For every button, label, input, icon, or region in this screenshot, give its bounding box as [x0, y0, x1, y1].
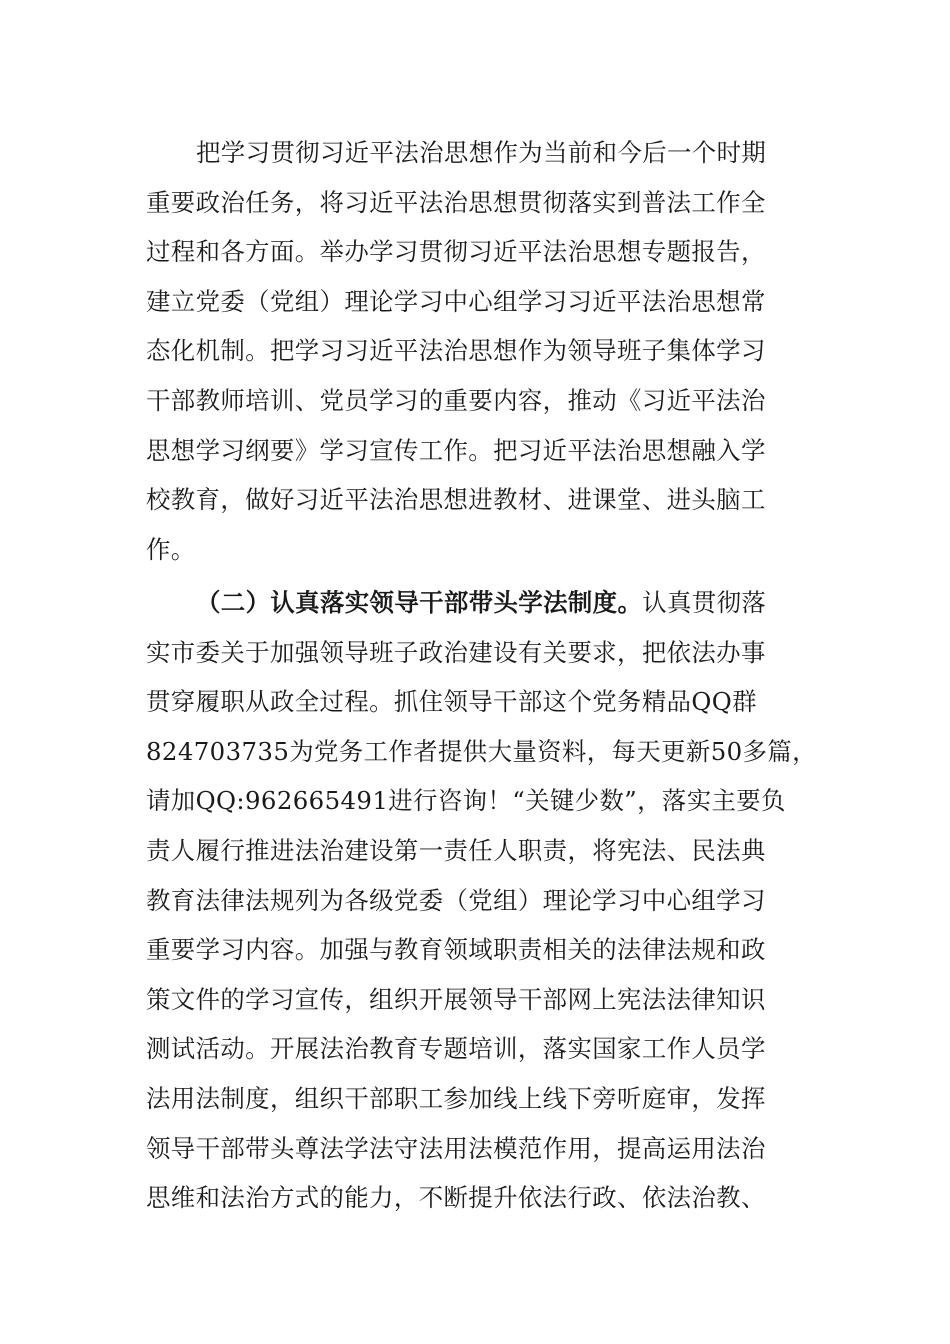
paragraph-first-line: [146, 578, 836, 628]
paragraph-1: [146, 128, 836, 574]
paragraph-line: 法用法制度，组织干部职工参加线上线下旁听庭审，发挥: [146, 1083, 766, 1113]
paragraph-line: 思想学习纲要》学习宣传工作。把习近平法治思想融入学: [146, 435, 766, 465]
paragraph-line: 把学习贯彻习近平法治思想作为当前和今后一个时期: [196, 138, 767, 167]
paragraph-line: 校教育，做好习近平法治思想进教材、进课堂、进头脑工: [146, 485, 766, 515]
paragraph-line: 态化机制。把学习习近平法治思想作为领导班子集体学习: [146, 336, 766, 366]
paragraph-line: 请加QQ:962665491进行咨询！“关键少数”，落实主要负: [146, 786, 786, 816]
paragraph-line: 教育法律法规列为各级党委（党组）理论学习中心组学习: [146, 885, 766, 915]
paragraph-line: 策文件的学习宣传，组织开展领导干部网上宪法法律知识: [146, 984, 766, 1014]
paragraph-line: 重要学习内容。加强与教育领域职责相关的法律法规和政: [146, 935, 766, 965]
paragraph-line: 824703735为党务工作者提供大量资料，每天更新50多篇，: [146, 736, 817, 766]
paragraph-line: 测试活动。开展法治教育专题培训，落实国家工作人员学: [146, 1034, 766, 1064]
heading-line-rest: 认真贯彻落: [642, 588, 767, 617]
section-heading: （二）认真落实领导干部带头学法制度。: [196, 588, 643, 617]
paragraph-2: [146, 578, 836, 1223]
paragraph-line: 干部教师培训、党员学习的重要内容，推动《习近平法治: [146, 385, 766, 415]
paragraph-line: 重要政治任务，将习近平法治思想贯彻落实到普法工作全: [146, 187, 766, 217]
paragraph-line: 思维和法治方式的能力，不断提升依法行政、依法治教、: [146, 1183, 766, 1213]
paragraph-line: 责人履行推进法治建设第一责任人职责，将宪法、民法典: [146, 835, 766, 865]
paragraph-line: 作。: [146, 534, 196, 564]
paragraph-line: 贯穿履职从政全过程。抓住领导干部这个党务精品QQ群: [146, 687, 757, 717]
paragraph-line: 实市委关于加强领导班子政治建设有关要求，把依法办事: [146, 637, 766, 667]
paragraph-line: 领导干部带头尊法学法守法用法模范作用，提高运用法治: [146, 1133, 766, 1163]
paragraph-line: 过程和各方面。举办学习贯彻习近平法治思想专题报告，: [146, 237, 766, 267]
paragraph-line: 建立党委（党组）理论学习中心组学习习近平法治思想常: [146, 286, 766, 316]
